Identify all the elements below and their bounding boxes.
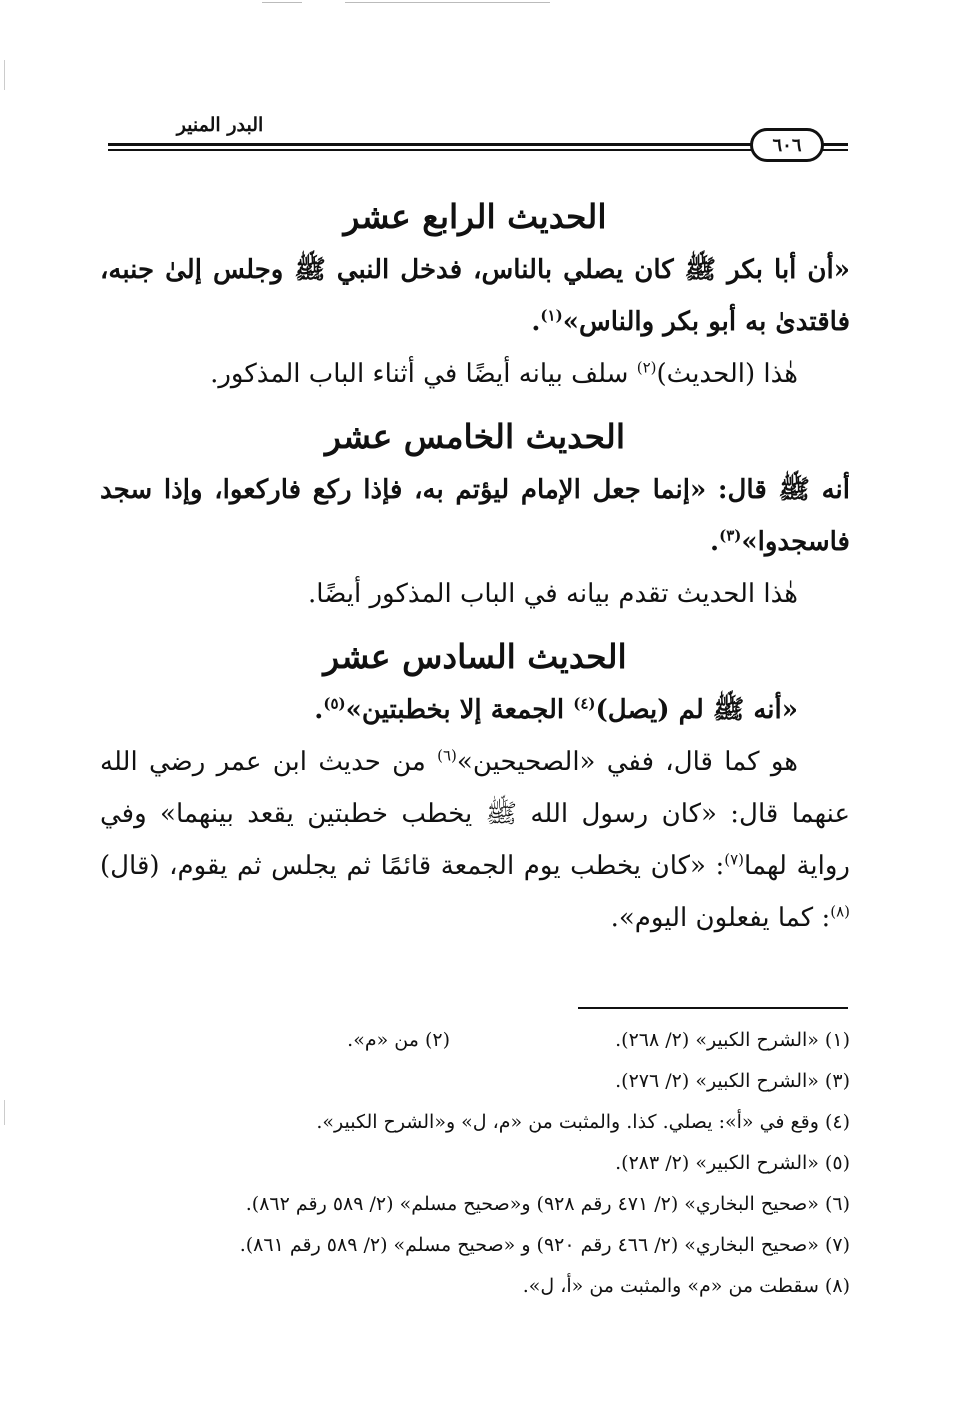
footnote-8: (٨) سقطت من «م» والمثبت من «أ، ل». [522, 1275, 850, 1297]
scan-edge-mark [4, 1100, 5, 1125]
footnote-row [100, 1020, 850, 1061]
hadith-body: أنه ﷺ قال: «إنما جعل الإمام ليؤتم به، فإذا ركع فاركعوا، وإذا سجد فاسجدوا» [100, 475, 850, 557]
footnote-ref: (٥) [323, 694, 346, 713]
commentary-text: هو كما قال، ففي «الصحيحين» [456, 747, 798, 777]
hadith-body: الجمعة إلا بخطبتين» [345, 695, 574, 725]
main-text [100, 190, 850, 944]
footnote-ref: (٢) [636, 358, 657, 377]
scan-top-mark [345, 2, 550, 3]
hadith-text: أنه ﷺ قال: «إنما جعل الإمام ليؤتم به، فإذا ركع فاركعوا، وإذا سجد فاسجدوا»$^{(٣)}$. [100, 475, 850, 557]
commentary-text: : كما يفعلون اليوم». [610, 903, 831, 933]
footnotes [100, 1020, 850, 1307]
footnote-4: (٤) وقع في «أ»: يصلي. كذا. والمثبت من «م، ل» و«الشرح الكبير». [316, 1111, 850, 1133]
book-title: البدر المنير [176, 114, 264, 136]
header-rule [108, 149, 756, 151]
footnote-ref: (٣) [719, 526, 742, 545]
commentary [100, 348, 850, 400]
hadith-body: «أن أبا بكر ﷺ كان يصلي بالناس، فدخل النبي ﷺ وجلس إلىٰ جنبه، فاقتدىٰ به أبو بكر والناس» [100, 255, 850, 337]
hadith-text: «أن أبا بكر ﷺ كان يصلي بالناس، فدخل النبي ﷺ وجلس إلىٰ جنبه، فاقتدىٰ به أبو بكر والناس»$^{(١)}$. [100, 255, 850, 337]
hadith-body: «أنه ﷺ لم (يصل) [595, 695, 798, 725]
header-rule [820, 149, 848, 151]
footnote-7: (٧) «صحيح البخاري» (٢/ ٤٦٦ رقم ٩٢٠) و «صحيح مسلم» (٢/ ٥٨٩ رقم ٨٦١). [239, 1234, 850, 1256]
footnote-ref: (٦) [437, 746, 457, 765]
header-rule [820, 143, 848, 146]
footnote-2: (٢) من «م». [347, 1029, 450, 1051]
footnote-ref: (٤) [573, 694, 596, 713]
commentary: هٰذا الحديث تقدم بيانه في الباب المذكور أيضًا. [308, 579, 798, 609]
footnote-ref: (١) [540, 306, 563, 325]
commentary [100, 736, 850, 944]
hadith-text: «أنه ﷺ لم (يصل)$^{(٤)}$ الجمعة إلا بخطبتين»$^{(٥)}$. [314, 694, 798, 725]
commentary-text: سلف بيانه أيضًا في أثناء الباب المذكور. [210, 359, 637, 389]
scan-top-mark [262, 2, 302, 3]
section-heading: الحديث السادس عشر [323, 637, 627, 676]
scan-edge-mark [4, 60, 5, 90]
footnote-6: (٦) «صحيح البخاري» (٢/ ٤٧١ رقم ٩٢٨) و«صحيح مسلم» (٢/ ٥٨٩ رقم ٨٦٢). [245, 1193, 850, 1215]
commentary-text: : «كان يخطب يوم الجمعة قائمًا ثم يجلس ثم يقوم، (قال) [100, 851, 725, 881]
footnote-3: (٣) «الشرح الكبير» (٢/ ٢٧٦). [615, 1070, 850, 1092]
header-rule [108, 143, 756, 146]
page-number: ٦٠٦ [750, 128, 824, 162]
footnote-ref: (٨) [830, 902, 850, 921]
section-heading: الحديث الرابع عشر [343, 197, 607, 236]
commentary-text: من حديث ابن عمر رضي الله عنهما قال: «كان رسول الله ﷺ يخطب خطبتين يقعد بينهما» وفي رواية لهما [100, 747, 850, 881]
footnote-1: (١) «الشرح الكبير» (٢/ ٢٦٨). [615, 1029, 850, 1051]
footnote-separator [578, 1007, 848, 1009]
footnote-5: (٥) «الشرح الكبير» (٢/ ٢٨٣). [615, 1152, 850, 1174]
section-heading: الحديث الخامس عشر [324, 417, 626, 456]
footnote-ref: (٧) [724, 850, 745, 869]
commentary-text: هٰذا (الحديث) [656, 359, 798, 389]
